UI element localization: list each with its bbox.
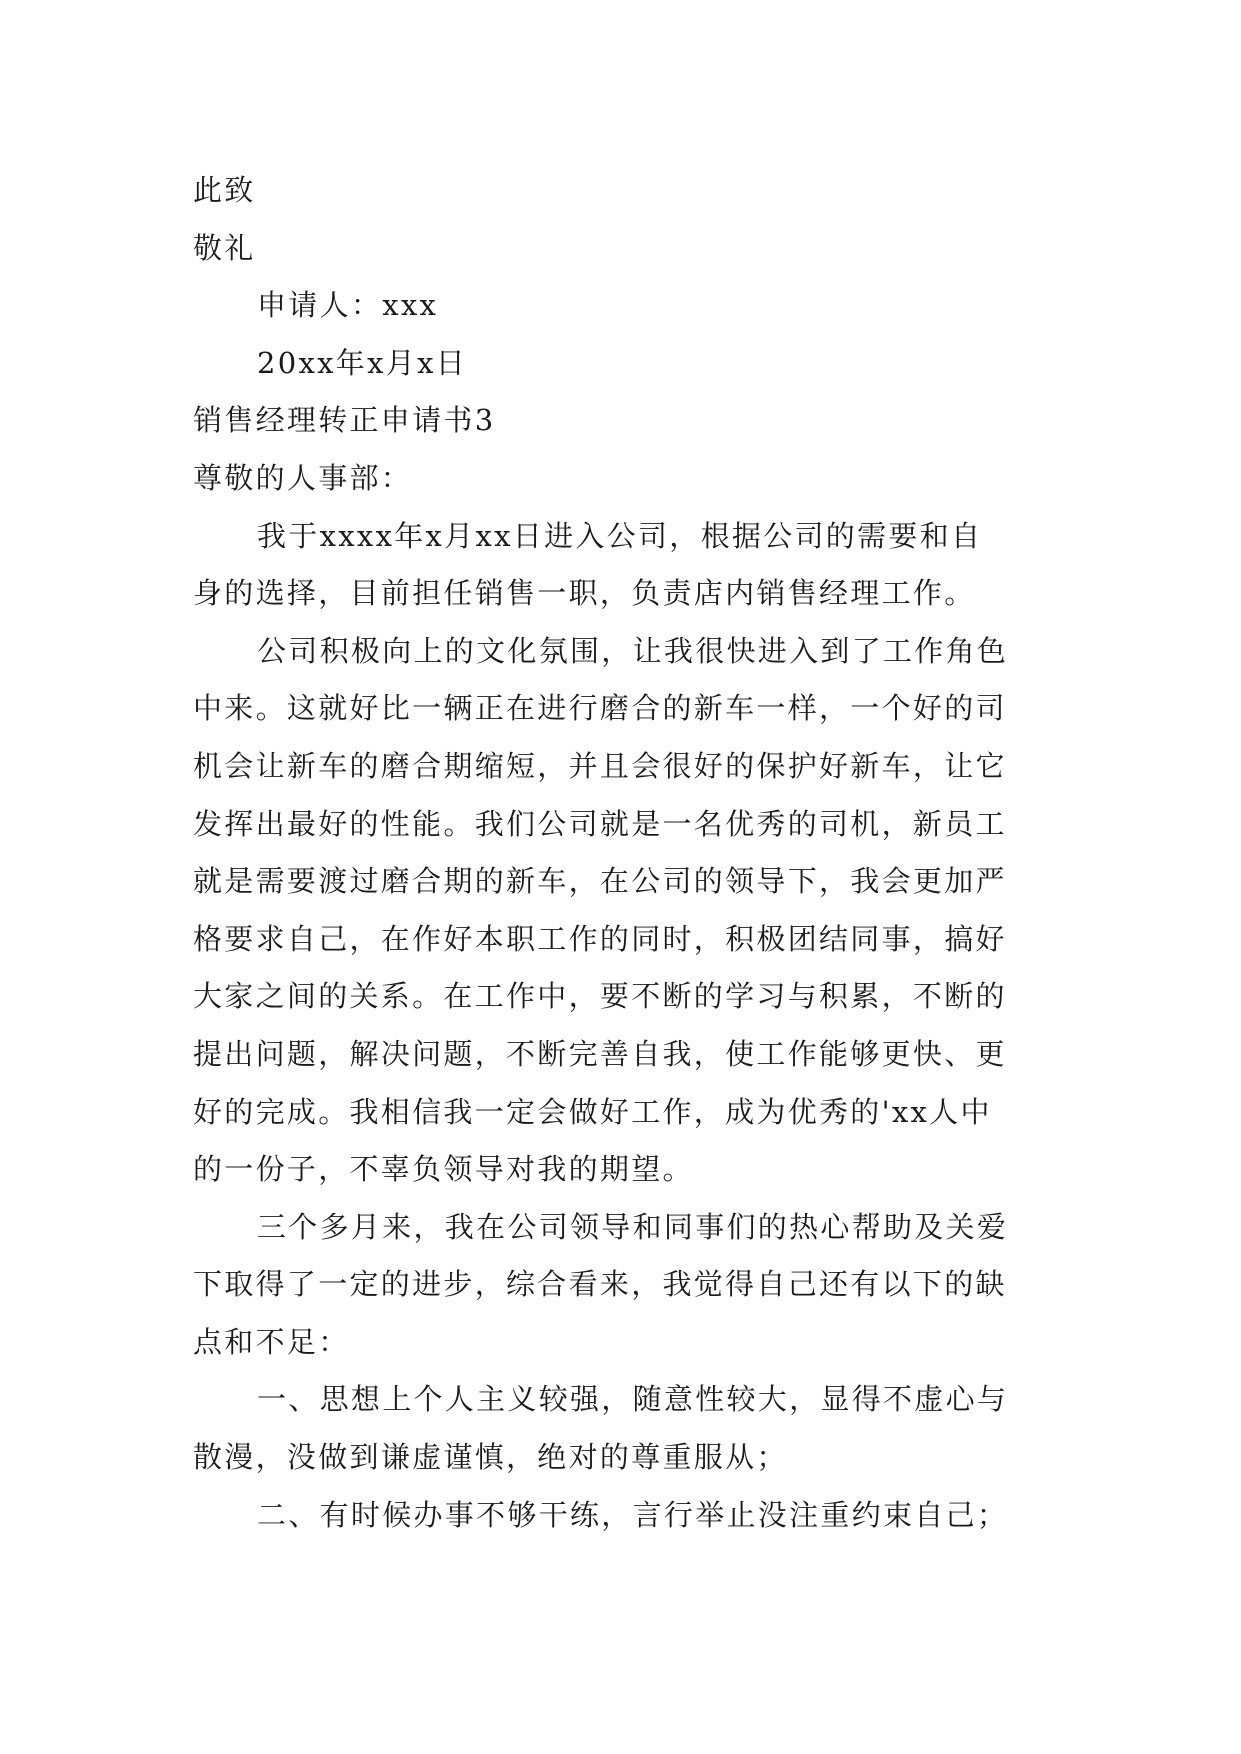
body-text [193, 508, 1061, 1545]
body-line: 三个多月来，我在公司领导和同事们的热心帮助及关爱 [257, 1209, 1009, 1244]
section-heading: 销售经理转正申请书3 [193, 403, 496, 438]
body-line: 身的选择，目前担任销售一职，负责店内销售经理工作。 [193, 576, 976, 611]
body-line: 中来。这就好比一辆正在进行磨合的新车一样，一个好的司 [193, 691, 1007, 726]
applicant-line: 申请人：xxx [257, 288, 439, 323]
body-line: 的一份子，不辜负领导对我的期望。 [193, 1152, 694, 1187]
body-line: 提出问题，解决问题，不断完善自我，使工作能够更快、更 [193, 1036, 1007, 1071]
body-line: 下取得了一定的进步，综合看来，我觉得自己还有以下的缺 [193, 1267, 1007, 1302]
body-line: 公司积极向上的文化氛围，让我很快进入到了工作角色 [257, 633, 1009, 668]
body-line: 好的完成。我相信我一定会做好工作，成为优秀的'xx人中 [193, 1094, 992, 1129]
body-line: 我于xxxx年x月xx日进入公司，根据公司的需要和自 [257, 518, 983, 553]
closing-line-1: 此致 [193, 173, 256, 207]
body-line: 点和不足： [193, 1324, 350, 1359]
body-line: 散漫，没做到谦虚谨慎，绝对的尊重服从； [193, 1440, 788, 1475]
date-line: 20xx年x月x日 [257, 345, 468, 380]
body-line: 格要求自己，在作好本职工作的同时，积极团结同事，搞好 [193, 921, 1007, 956]
salutation-line: 尊敬的人事部： [193, 460, 413, 495]
document-body [193, 162, 1061, 1544]
closing-line-2: 敬礼 [193, 230, 256, 265]
body-line: 机会让新车的磨合期缩短，并且会很好的保护好新车，让它 [193, 748, 1007, 783]
body-line: 发挥出最好的性能。我们公司就是一名优秀的司机，新员工 [193, 806, 1007, 841]
body-line: 就是需要渡过磨合期的新车，在公司的领导下，我会更加严 [193, 864, 1007, 899]
body-line: 大家之间的关系。在工作中，要不断的学习与积累，不断的 [193, 979, 1007, 1014]
body-line: 一、思想上个人主义较强，随意性较大，显得不虚心与 [257, 1382, 1009, 1417]
body-line: 二、有时候办事不够干练，言行举止没注重约束自己； [257, 1497, 1009, 1532]
